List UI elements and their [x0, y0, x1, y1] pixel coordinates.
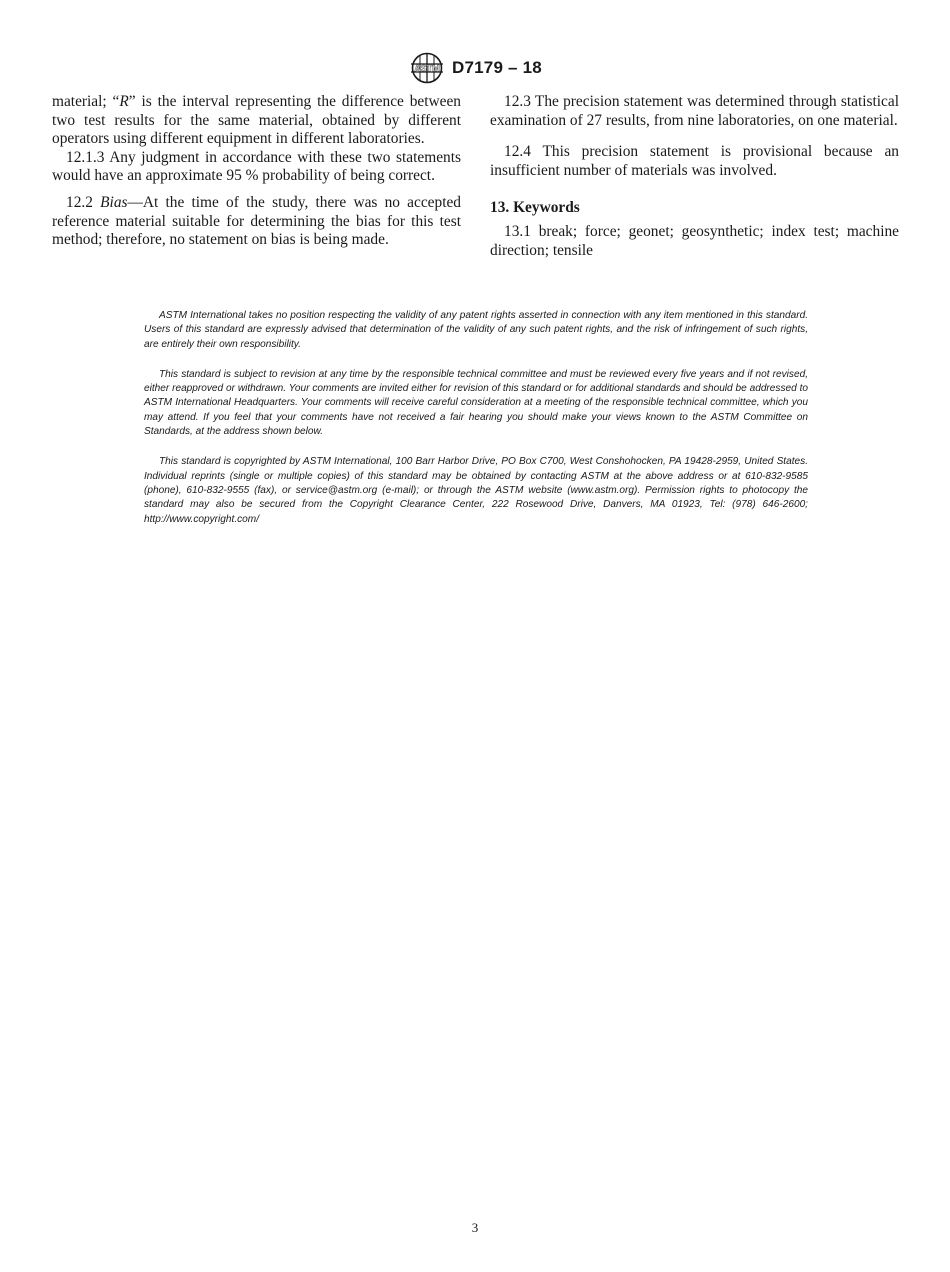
variable-r: R	[119, 93, 129, 110]
paragraph-continued: material; “R” is the interval representing the difference between two test results for the same material, obtained by different operators using different equipment in different laboratories.	[52, 93, 461, 148]
paragraph-12-3: 12.3 The precision statement was determined through statistical examination of 27 results, from nine laboratories, on one material.	[490, 93, 899, 129]
section-heading-keywords: 13. Keywords	[490, 199, 580, 217]
left-column	[52, 93, 461, 250]
paragraph-12-2: 12.2 Bias—At the time of the study, there was no accepted reference material suitable for determining the bias for this test method; therefore, no statement on bias is being made.	[52, 193, 462, 249]
page-number: 3	[471, 1220, 479, 1235]
paragraph-12-4: 12.4 This precision statement is provisional because an insufficient number of materials was involved.	[490, 143, 899, 179]
patent-notice: ASTM International takes no position respecting the validity of any patent rights asserted in connection with any item mentioned in this standard. Users of this standard are expressly advised that determination of the validity of any such patent rights, and the risk of infringement of such rights, are entirely their own responsibility.	[144, 310, 808, 350]
revision-notice: This standard is subject to revision at any time by the responsible technical committee and must be reviewed every five years and if not revised, either reapproved or withdrawn. Your comments are invited either for revision of this standard or for additional standards and should be addressed to ASTM International Headquarters. Your comments will receive careful consideration at a meeting of the responsible technical committee, which you may attend. If you feel that your comments have not received a fair hearing you should make your views known to the ASTM Committee on Standards, at the address shown below.	[144, 368, 808, 438]
astm-logo	[408, 52, 446, 84]
page-header	[0, 52, 950, 86]
legal-notices	[144, 309, 808, 543]
right-column	[490, 93, 899, 260]
paragraph-12-1-3: 12.1.3 Any judgment in accordance with these two statements would have an approximate 95 % probability of being correct.	[52, 148, 461, 185]
term-bias: Bias	[100, 193, 128, 211]
logo-text: ASTM	[414, 63, 440, 74]
copyright-notice: This standard is copyrighted by ASTM International, 100 Barr Harbor Drive, PO Box C700, West Conshohocken, PA 19428-2959, United States. Individual reprints (single or multiple copies) of this standard may be obtained by contacting ASTM at the above address or at 610-832-9585 (phone), 610-832-9555 (fax), or service@astm.org (e-mail); or through the ASTM website (www.astm.org). Permission rights to photocopy the standard may also be secured from the Copyright Clearance Center, 222 Rosewood Drive, Danvers, MA 01923, Tel: (978) 646-2600; http://www.copyright.com/	[144, 456, 808, 525]
paragraph-13-1: 13.1 break; force; geonet; geosynthetic; index test; machine direction; tensile	[490, 222, 899, 259]
standard-designation: D7179 – 18	[452, 58, 542, 77]
